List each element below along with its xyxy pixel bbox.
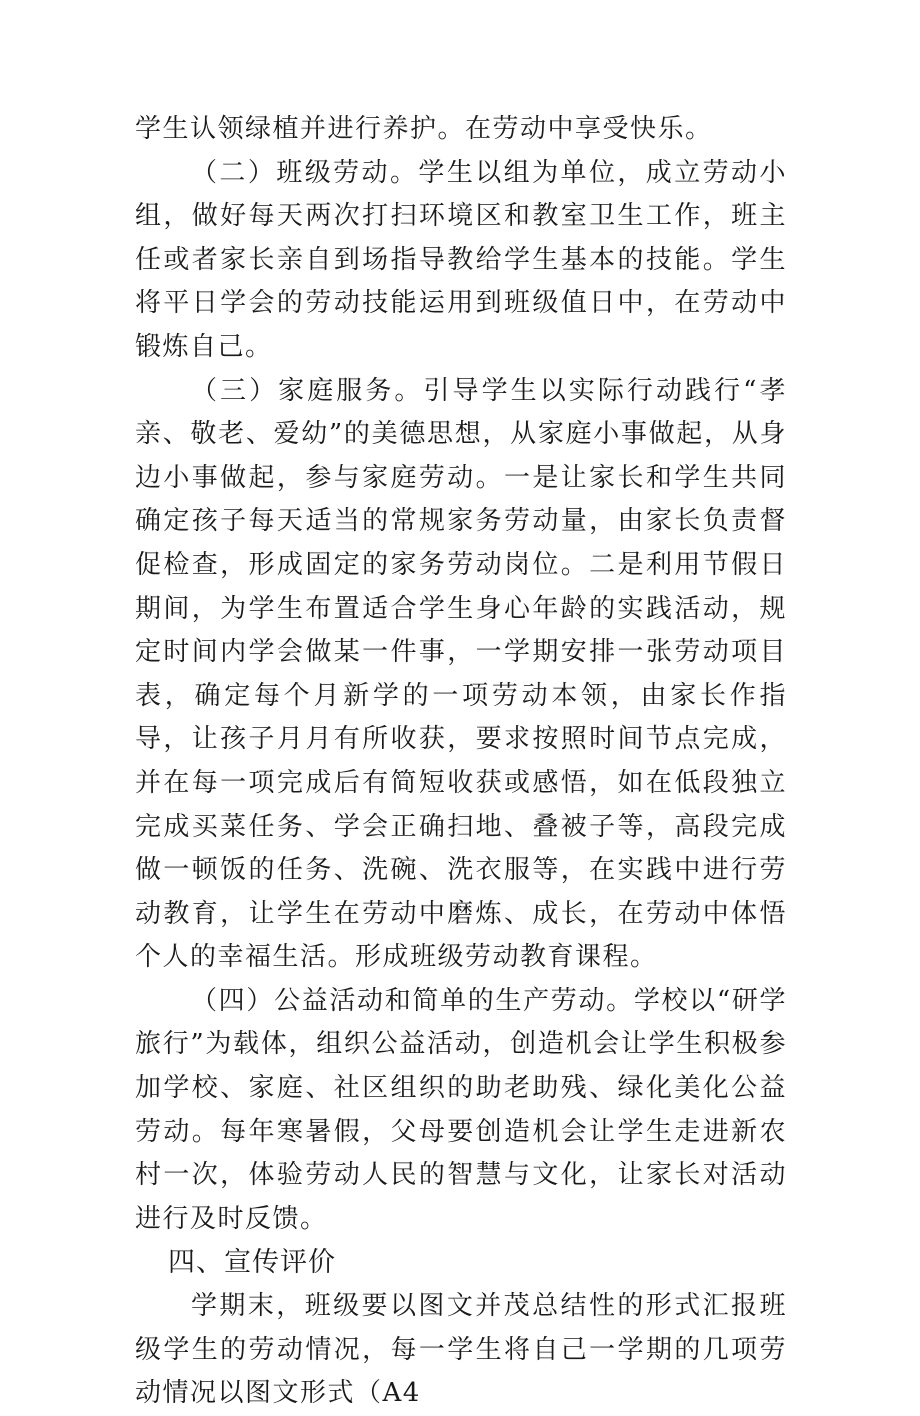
paragraph-family-service: （三）家庭服务。引导学生以实际行动践行“孝亲、敬老、爱幼”的美德思想，从家庭小事做起，从身边小事做起，参与家庭劳动。一是让家长和学生共同确定孩子每天适当的常规家务劳动量，由家长负责督促检查，形成固定的家务劳动岗位。二是利用节假日期间，为学生布置适合学生身心年龄的实践活动，规定时间内学会做某一件事，一学期安排一张劳动项目表，确定每个月新学的一项劳动本领，由家长作指导，让孩子月月有所收获，要求按照时间节点完成，并在每一项完成后有简短收获或感悟，如在低段独立完成买菜任务、学会正确扫地、叠被子等，高段完成做一顿饭的任务、洗碗、洗衣服等，在实践中进行劳动教育，让学生在劳动中磨炼、成长，在劳动中体悟个人的幸福生活。形成班级劳动教育课程。 [135, 375, 787, 973]
paragraph-evaluation: 学期末，班级要以图文并茂总结性的形式汇报班级学生的劳动情况，每一学生将自己一学期的几项劳动情况以图文形式（A4 [135, 1291, 787, 1409]
paragraph-class-labor: （二）班级劳动。学生以组为单位，成立劳动小组，做好每天两次打扫环境区和教室卫生工作，班主任或者家长亲自到场指导教给学生基本的技能。学生将平日学会的劳动技能运用到班级值日中，在劳动中锻炼自己。 [135, 157, 787, 362]
paragraph-public-welfare: （四）公益活动和简单的生产劳动。学校以“研学旅行”为载体，组织公益活动，创造机会让学生积极参加学校、家庭、社区组织的助老助残、绿化美化公益劳动。每年寒暑假，父母要创造机会让学生走进新农村一次，体验劳动人民的智慧与文化，让家长对活动进行及时反馈。 [135, 985, 787, 1234]
section-heading: 四、宣传评价 [168, 1247, 336, 1279]
document-body [135, 108, 787, 1416]
paragraph-continuation: 学生认领绿植并进行养护。在劳动中享受快乐。 [135, 114, 713, 144]
